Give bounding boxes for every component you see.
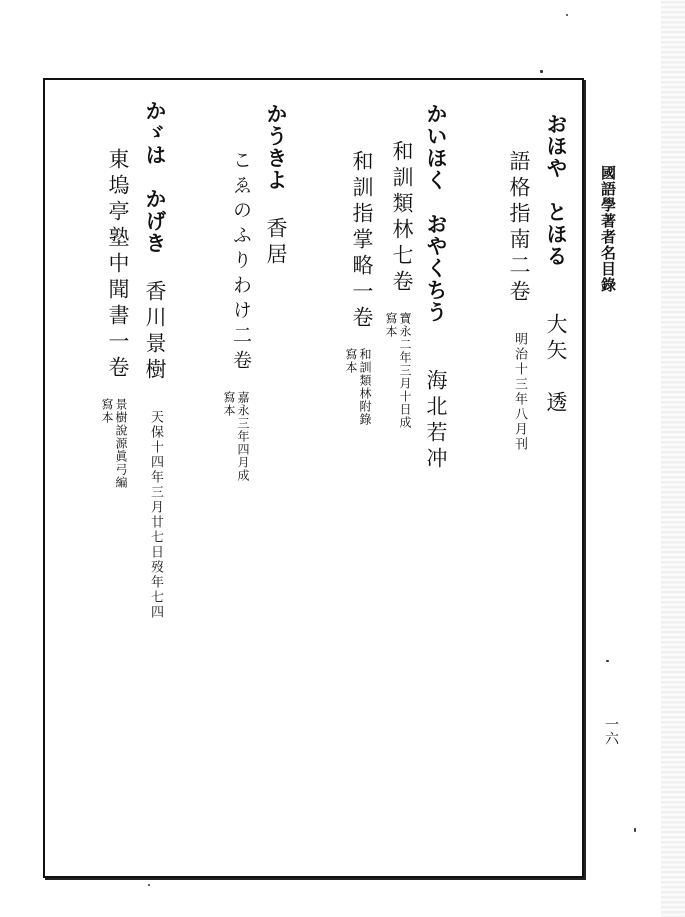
work-note	[100, 398, 128, 489]
work-note	[384, 312, 412, 429]
entry-heading-text: かゞは かげき	[143, 100, 168, 254]
work-note-line: 寫本	[222, 391, 236, 417]
scan-speck	[606, 660, 609, 662]
work-note-line: 寫本	[344, 348, 358, 374]
work-note-line: 寫本	[384, 312, 398, 338]
work-title: 和訓指掌略一卷	[350, 150, 374, 332]
work-title: 和訓類林七卷	[390, 140, 414, 296]
entry-author-name: 香居	[264, 217, 288, 269]
work-note-line: 寫本	[100, 398, 114, 424]
work-line	[508, 150, 529, 452]
work-note-line: 寶永二年三月十日成	[398, 312, 412, 429]
work-line	[344, 150, 372, 426]
work-note	[222, 391, 250, 482]
author-note: 天保十四年三月廿七日歿年七四	[148, 410, 163, 620]
page-edge-shadow	[661, 0, 685, 917]
entry-heading-oya	[545, 113, 567, 417]
work-note-line: 和訓類林附錄	[358, 348, 372, 426]
entry-heading-kaihoku	[425, 103, 447, 473]
work-note-line: 嘉永三年四月成	[236, 391, 250, 482]
entry-heading-text: おほや とほる	[544, 113, 569, 267]
work-note-line: 景樹說源眞弓編	[114, 398, 128, 489]
work-line	[384, 140, 412, 429]
entry-heading-text: かうきよ	[264, 103, 289, 191]
work-title: こゑのふりわけ二卷	[230, 150, 252, 375]
scan-speck	[148, 884, 150, 886]
running-head: 國語學著者名目錄	[599, 165, 617, 293]
entry-author-name: 大矢 透	[544, 313, 568, 417]
scan-speck	[634, 828, 636, 832]
work-title: 語格指南二卷	[507, 150, 531, 306]
scan-speck	[566, 14, 568, 16]
work-line	[222, 150, 250, 482]
entry-author-name: 香川景樹	[143, 280, 167, 384]
scan-speck	[540, 70, 543, 73]
page-number: 一六	[603, 717, 619, 745]
work-note: 明治十三年八月刊	[512, 332, 527, 452]
work-title: 東塢亭塾中聞書一卷	[106, 148, 130, 382]
entry-author-name: 海北若冲	[424, 369, 448, 473]
work-note	[344, 348, 372, 426]
work-line	[100, 148, 128, 489]
entry-heading-kaukyo	[265, 103, 287, 269]
entry-heading-kagawa	[144, 100, 166, 620]
entry-heading-text: かいほく おやくちう	[424, 103, 449, 323]
